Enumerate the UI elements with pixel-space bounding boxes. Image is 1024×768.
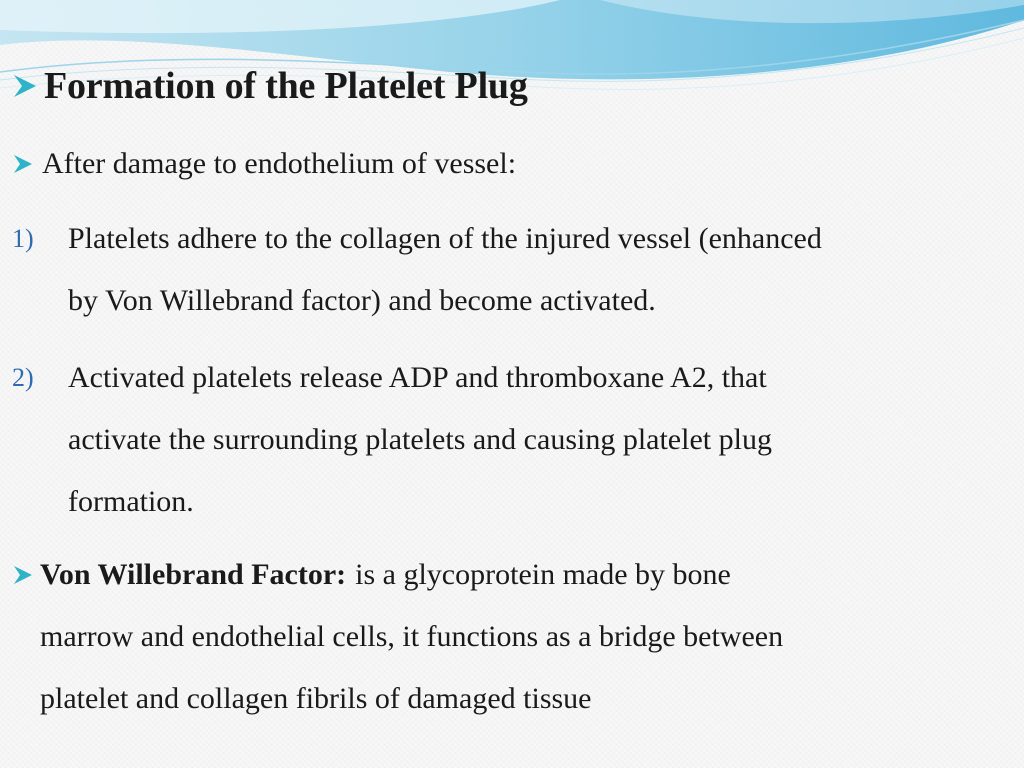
- vwf-line: marrow and endothelial cells, it functions as a bridge between: [40, 620, 784, 653]
- step-line: activate the surrounding platelets and causing platelet plug: [68, 423, 772, 456]
- vwf-term: Von Willebrand Factor:: [40, 558, 347, 591]
- vwf-line: platelet and collagen fibrils of damaged tissue: [40, 682, 592, 715]
- title-row: [12, 60, 528, 112]
- list-item-step-2: [12, 347, 1012, 533]
- vwf-definition-text: is a glycoprotein made by bone: [355, 558, 731, 591]
- step-text: [68, 347, 1014, 533]
- step-number: 2): [12, 363, 34, 392]
- arrow-bullet-icon: [12, 73, 38, 99]
- step-line: Activated platelets release ADP and thromboxane A2, that: [68, 361, 767, 394]
- page-title: Formation of the Platelet Plug: [44, 65, 528, 107]
- list-item-step-1: [12, 208, 1012, 332]
- step-line: formation.: [68, 485, 194, 518]
- step-text: [68, 208, 1014, 332]
- step-line: by Von Willebrand factor) and become activated.: [68, 284, 656, 317]
- intro-text: After damage to endothelium of vessel:: [42, 147, 517, 180]
- arrow-bullet-icon: [12, 153, 34, 175]
- arrow-bullet-icon: [12, 564, 34, 586]
- vwf-definition: [12, 544, 1002, 730]
- vwf-first-line: [12, 544, 1002, 606]
- step-number: 1): [12, 224, 34, 253]
- intro-bullet: [12, 133, 516, 195]
- step-line: Platelets adhere to the collagen of the injured vessel (enhanced: [68, 222, 822, 255]
